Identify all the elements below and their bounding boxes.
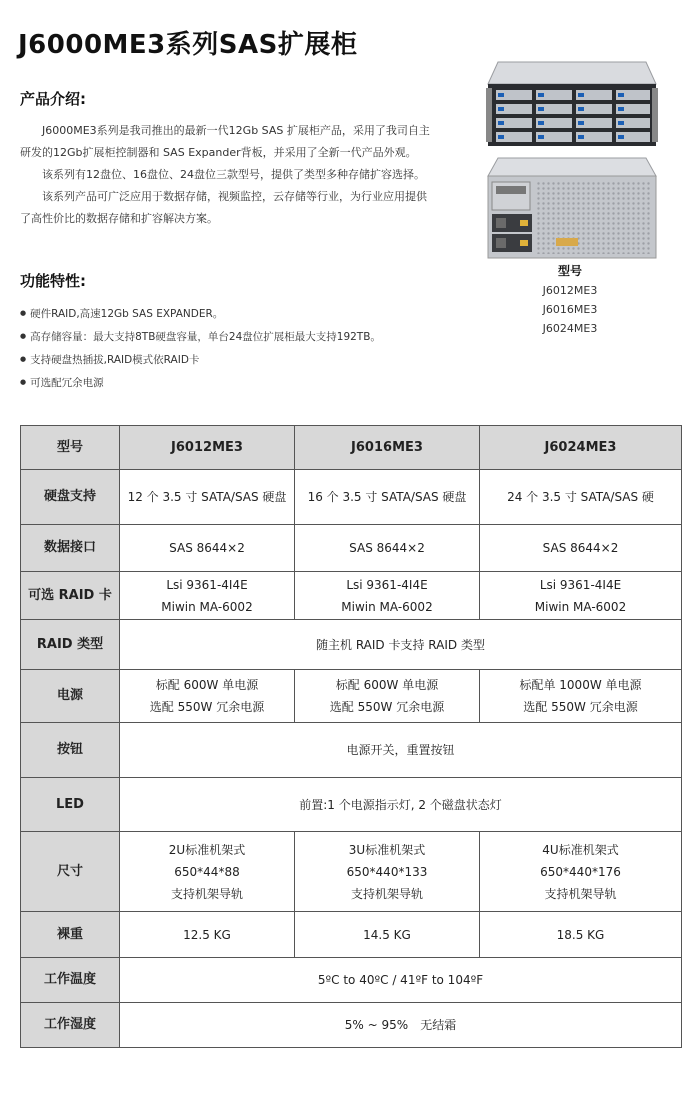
table-cell: 电源开关，重置按钮 xyxy=(120,723,682,778)
table-cell: 12.5 KG xyxy=(120,912,295,958)
cell-line: 650*44*88 xyxy=(174,864,240,879)
table-cell: 18.5 KG xyxy=(480,912,682,958)
table-cell xyxy=(295,572,480,620)
table-cell xyxy=(480,832,682,912)
intro-heading: 产品介绍: xyxy=(20,90,86,108)
row-label: 尺寸 xyxy=(21,832,120,912)
feature-item: ● 硬件RAID,高速12Gb SAS EXPANDER。 xyxy=(20,302,381,325)
intro-paragraph: 该系列有12盘位、16盘位、24盘位三款型号，提供了类型多种存储扩容选择。 xyxy=(42,168,425,181)
row-label: 可选 RAID 卡 xyxy=(21,572,120,620)
table-cell xyxy=(120,670,295,723)
cell-line: 标配 600W 单电源 xyxy=(335,678,439,692)
table-cell: 前置:1 个电源指示灯, 2 个磁盘状态灯 xyxy=(120,778,682,832)
cell-line: 支持机架导轨 xyxy=(544,886,617,901)
table-row xyxy=(21,912,682,958)
row-label: 电源 xyxy=(21,670,120,723)
cell-line: 标配单 1000W 单电源 xyxy=(519,678,642,692)
row-label: 工作湿度 xyxy=(21,1003,120,1048)
table-row xyxy=(21,1003,682,1048)
table-cell: SAS 8644×2 xyxy=(295,525,480,572)
cell-line: 3U标准机架式 xyxy=(348,842,426,857)
table-cell xyxy=(120,832,295,912)
table-cell xyxy=(120,572,295,620)
cell-line: 支持机架导轨 xyxy=(350,886,423,901)
table-cell: 24 个 3.5 寸 SATA/SAS 硬 xyxy=(480,470,682,525)
table-header-row xyxy=(21,426,682,470)
cell-line: Miwin MA-6002 xyxy=(534,599,627,614)
model-item: J6012ME3 xyxy=(542,284,598,297)
row-label: LED xyxy=(21,778,120,832)
table-cell: SAS 8644×2 xyxy=(480,525,682,572)
feature-item: ● 可选配冗余电源 xyxy=(20,371,381,394)
table-header-cell: J6012ME3 xyxy=(120,426,295,470)
table-row xyxy=(21,832,682,912)
table-cell: 5ºC to 40ºC / 41ºF to 104ºF xyxy=(120,958,682,1003)
table-cell: SAS 8644×2 xyxy=(120,525,295,572)
cell-line: 4U标准机架式 xyxy=(542,842,619,857)
feature-item: ● 高存储容量：最大支持8TB硬盘容量，单台24盘位扩展柜最大支持192TB。 xyxy=(20,325,381,348)
cell-line: 2U标准机架式 xyxy=(168,842,246,857)
model-list xyxy=(520,262,620,338)
page-title: J6000ME3系列SAS扩展柜 xyxy=(18,30,358,60)
cell-line: 选配 550W 冗余电源 xyxy=(149,700,265,714)
cell-line: 选配 550W 冗余电源 xyxy=(523,700,638,714)
cell-line: 支持机架导轨 xyxy=(170,886,243,901)
table-header-cell: 型号 xyxy=(21,426,120,470)
cell-line: 标配 600W 单电源 xyxy=(155,678,259,692)
table-row xyxy=(21,525,682,572)
table-row xyxy=(21,778,682,832)
cell-line: 650*440*133 xyxy=(346,864,428,879)
table-row xyxy=(21,723,682,778)
table-header-cell: J6016ME3 xyxy=(295,426,480,470)
row-label: 按钮 xyxy=(21,723,120,778)
cell-line: Miwin MA-6002 xyxy=(161,599,253,614)
chassis-rear-image xyxy=(486,156,658,260)
intro-paragraph: 该系列产品可广泛应用于数据存储，视频监控，云存储等行业，为行业应用提供了高性价比的数据存储和扩容解决方案。 xyxy=(20,190,427,225)
row-label: RAID 类型 xyxy=(21,620,120,670)
feature-item: ● 支持硬盘热插拔,RAID模式依RAID卡 xyxy=(20,348,381,371)
table-cell: 16 个 3.5 寸 SATA/SAS 硬盘 xyxy=(295,470,480,525)
table-row xyxy=(21,470,682,525)
table-cell xyxy=(480,572,682,620)
features-heading: 功能特性: xyxy=(20,272,86,290)
table-cell xyxy=(295,832,480,912)
model-item: J6024ME3 xyxy=(542,322,598,335)
row-label: 数据接口 xyxy=(21,525,120,572)
table-row xyxy=(21,670,682,723)
cell-line: Miwin MA-6002 xyxy=(341,599,433,614)
spec-table xyxy=(20,425,682,1048)
table-row xyxy=(21,620,682,670)
chassis-front-image xyxy=(484,58,660,150)
model-heading: 型号 xyxy=(557,264,582,278)
cell-line: 选配 550W 冗余电源 xyxy=(329,700,445,714)
table-row xyxy=(21,572,682,620)
table-cell xyxy=(480,670,682,723)
cell-line: Lsi 9361-4I4E xyxy=(346,577,428,592)
table-cell: 14.5 KG xyxy=(295,912,480,958)
row-label: 裸重 xyxy=(21,912,120,958)
table-cell: 随主机 RAID 卡支持 RAID 类型 xyxy=(120,620,682,670)
table-row xyxy=(21,958,682,1003)
cell-line: Lsi 9361-4I4E xyxy=(539,577,622,592)
cell-line: Lsi 9361-4I4E xyxy=(166,577,248,592)
table-cell: 12 个 3.5 寸 SATA/SAS 硬盘 xyxy=(120,470,295,525)
intro-text xyxy=(20,120,430,230)
table-header-cell: J6024ME3 xyxy=(480,426,682,470)
row-label: 硬盘支持 xyxy=(21,470,120,525)
model-item: J6016ME3 xyxy=(542,303,598,316)
table-cell xyxy=(295,670,480,723)
cell-line: 650*440*176 xyxy=(540,864,621,879)
features-list xyxy=(20,302,381,394)
row-label: 工作温度 xyxy=(21,958,120,1003)
intro-paragraph: J6000ME3系列是我司推出的最新一代12Gb SAS 扩展柜产品，采用了我司自主研发的12Gb扩展柜控制器和 SAS Expander背板，并采用了全新一代产品外观。 xyxy=(20,124,430,159)
table-cell: 5% ~ 95% 无结霜 xyxy=(120,1003,682,1048)
